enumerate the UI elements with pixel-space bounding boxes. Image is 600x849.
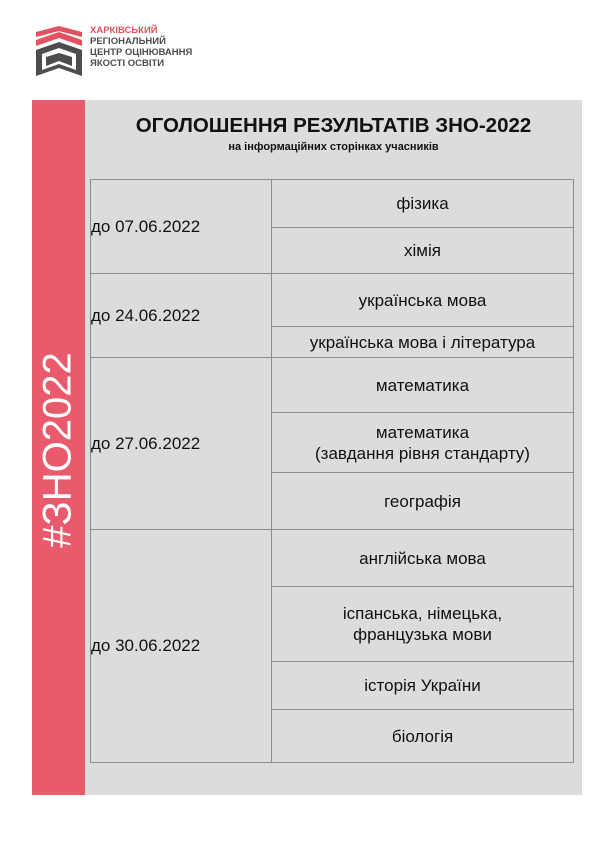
subject-cell: хімія (272, 228, 574, 274)
subject-cell: історія України (272, 662, 574, 710)
table-row (91, 274, 574, 327)
logo-line: ЯКОСТІ ОСВІТИ (90, 58, 165, 69)
logo-line: ХАРКІВСЬКИЙ (90, 25, 158, 36)
subject-cell: англійська мова (272, 530, 574, 587)
subject-cell: біологія (272, 710, 574, 763)
page-title: ОГОЛОШЕННЯ РЕЗУЛЬТАТІВ ЗНО-2022 (135, 114, 532, 137)
subject-cell: іспанська, німецька, французька мови (272, 587, 574, 662)
subject-cell: математика (272, 358, 574, 413)
date-cell: до 24.06.2022 (91, 274, 272, 358)
subject-cell: математика (завдання рівня стандарту) (272, 413, 574, 473)
table-row (91, 358, 574, 413)
book-logo-icon (34, 24, 86, 82)
logo (34, 22, 234, 84)
subject-cell: українська мова і література (272, 327, 574, 358)
table-row (91, 530, 574, 587)
results-schedule-table (90, 179, 574, 763)
subject-cell: фізика (272, 180, 574, 228)
subject-cell: географія (272, 473, 574, 530)
date-cell: до 30.06.2022 (91, 530, 272, 763)
subject-cell: українська мова (272, 274, 574, 327)
logo-line: РЕГІОНАЛЬНИЙ (90, 36, 166, 47)
date-cell: до 07.06.2022 (91, 180, 272, 274)
logo-text (90, 25, 192, 69)
page-subtitle: на інформаційних сторінках учасників (228, 141, 439, 153)
hashtag-text: #ЗНО2022 (35, 352, 80, 548)
logo-line: ЦЕНТР ОЦІНЮВАННЯ (90, 47, 193, 58)
date-cell: до 27.06.2022 (91, 358, 272, 530)
table-row (91, 180, 574, 228)
